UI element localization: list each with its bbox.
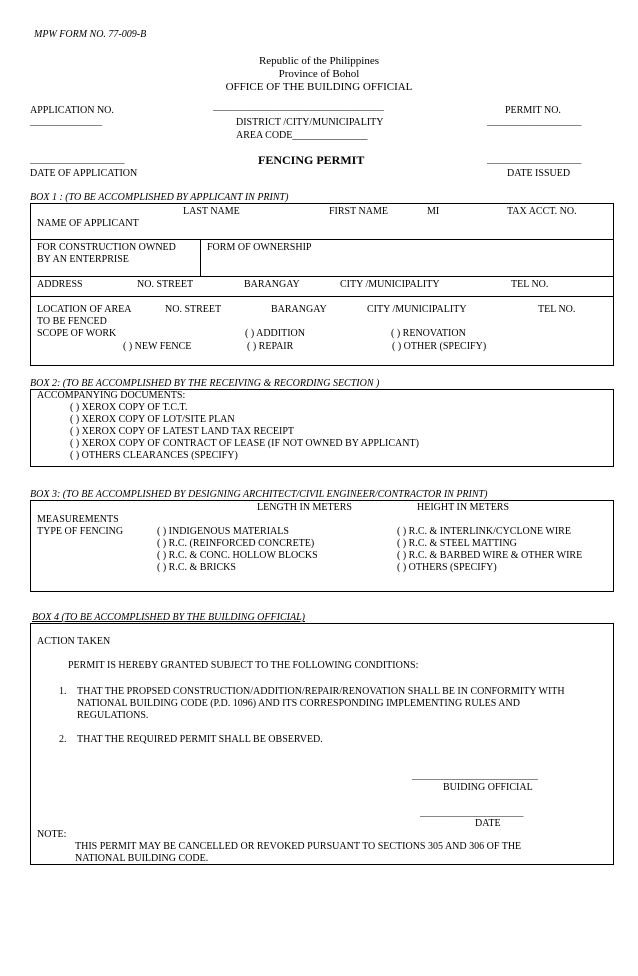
signature-line[interactable]: ____________________________ — [412, 771, 538, 781]
location-label: LOCATION OF AREA — [37, 304, 132, 315]
divider — [200, 239, 201, 276]
address-tel-label: TEL NO. — [511, 279, 549, 290]
date-application-field[interactable]: _____________________ — [30, 155, 125, 165]
district-label: DISTRICT /CITY/MUNICIPALITY — [236, 117, 384, 128]
first-name-label: FIRST NAME — [329, 206, 388, 217]
date-label: DATE — [475, 818, 501, 829]
box3-heading: BOX 3: (TO BE ACCOMPLISHED BY DESIGNING ARCHITECT/CIVIL ENGINEER/CONTRACTOR IN PRINT) — [30, 489, 488, 500]
condition2-text: THAT THE REQUIRED PERMIT SHALL BE OBSERVED. — [77, 734, 323, 745]
fence-cyclone-wire-checkbox[interactable]: ( ) R.C. & INTERLINK/CYCLONE WIRE — [397, 526, 571, 537]
fence-barbed-wire-checkbox[interactable]: ( ) R.C. & BARBED WIRE & OTHER WIRE — [397, 550, 583, 561]
header-republic: Republic of the Philippines — [258, 55, 380, 67]
scope-other-checkbox[interactable]: ( ) OTHER (SPECIFY) — [392, 341, 487, 352]
doc-lease-checkbox[interactable]: ( ) XEROX COPY OF CONTRACT OF LEASE (IF NOT OWNED BY APPLICANT) — [70, 438, 419, 449]
fence-others-checkbox[interactable]: ( ) OTHERS (SPECIFY) — [397, 562, 497, 573]
to-be-fenced-label: TO BE FENCED — [37, 316, 107, 327]
condition1-line1: THAT THE PROPSED CONSTRUCTION/ADDITION/REPAIR/RENOVATION SHALL BE IN CONFORMITY WITH — [77, 686, 565, 697]
scope-new-fence-checkbox[interactable]: ( ) NEW FENCE — [123, 341, 192, 352]
header-province: Province of Bohol — [278, 68, 360, 80]
doc-tct-checkbox[interactable]: ( ) XEROX COPY OF T.C.T. — [70, 402, 188, 413]
note-line2: NATIONAL BUILDING CODE. — [75, 853, 209, 864]
note-label: NOTE: — [37, 829, 67, 840]
address-street-label: NO. STREET — [137, 279, 194, 290]
divider — [30, 296, 614, 297]
doc-others-checkbox[interactable]: ( ) OTHERS CLEARANCES (SPECIFY) — [70, 450, 238, 461]
doc-land-tax-checkbox[interactable]: ( ) XEROX COPY OF LATEST LAND TAX RECEIPT — [70, 426, 295, 437]
box2-heading: BOX 2: (TO BE ACCOMPLISHED BY THE RECEIVING & RECORDING SECTION ) — [30, 378, 380, 389]
accompanying-label: ACCOMPANYING DOCUMENTS: — [37, 390, 186, 401]
form-title: FENCING PERMIT — [258, 153, 365, 167]
location-city-label: CITY /MUNICIPALITY — [367, 304, 467, 315]
form-number: MPW FORM NO. 77-009-B — [34, 29, 147, 40]
fence-hollow-blocks-checkbox[interactable]: ( ) R.C. & CONC. HOLLOW BLOCKS — [157, 550, 318, 561]
date-issued-field[interactable]: _____________________ — [487, 155, 582, 165]
address-city-label: CITY /MUNICIPALITY — [340, 279, 440, 290]
area-code-field[interactable]: AREA CODE_______________ — [236, 130, 368, 141]
condition2-number: 2. — [59, 734, 67, 745]
box1-heading: BOX 1 : (TO BE ACCOMPLISHED BY APPLICANT IN PRINT) — [30, 192, 289, 203]
district-blank[interactable]: ______________________________________ — [213, 102, 384, 112]
note-line1: THIS PERMIT MAY BE CANCELLED OR REVOKED PURSUANT TO SECTIONS 305 AND 306 OF THE — [75, 841, 522, 852]
form-ownership-label: FORM OF OWNERSHIP — [207, 242, 312, 253]
box4-heading: BOX 4 (TO BE ACCOMPLISHED BY THE BUILDING OFFICIAL) — [32, 612, 305, 623]
date-application-label: DATE OF APPLICATION — [30, 168, 138, 179]
condition1-line3: REGULATIONS. — [77, 710, 149, 721]
permit-no-field[interactable]: _____________________ — [487, 117, 582, 127]
location-tel-label: TEL NO. — [538, 304, 576, 315]
by-enterprise-label: BY AN ENTERPRISE — [37, 254, 129, 265]
scope-repair-checkbox[interactable]: ( ) REPAIR — [247, 341, 294, 352]
application-no-label: APPLICATION NO. — [30, 105, 114, 116]
type-fencing-label: TYPE OF FENCING — [37, 526, 124, 537]
location-barangay-label: BARANGAY — [271, 304, 327, 315]
granted-text: PERMIT IS HEREBY GRANTED SUBJECT TO THE FOLLOWING CONDITIONS: — [68, 660, 419, 671]
address-barangay-label: BARANGAY — [244, 279, 300, 290]
fence-rc-checkbox[interactable]: ( ) R.C. (REINFORCED CONCRETE) — [157, 538, 315, 549]
construction-owned-label: FOR CONSTRUCTION OWNED — [37, 242, 176, 253]
measurements-label: MEASUREMENTS — [37, 514, 119, 525]
fence-steel-matting-checkbox[interactable]: ( ) R.C. & STEEL MATTING — [397, 538, 517, 549]
scope-addition-checkbox[interactable]: ( ) ADDITION — [245, 328, 305, 339]
condition1-number: 1. — [59, 686, 67, 697]
length-label: LENGTH IN METERS — [257, 502, 352, 513]
tax-acct-label: TAX ACCT. NO. — [507, 206, 577, 217]
name-applicant-label: NAME OF APPLICANT — [37, 218, 139, 229]
fence-indigenous-checkbox[interactable]: ( ) INDIGENOUS MATERIALS — [157, 526, 289, 537]
address-label: ADDRESS — [37, 279, 83, 290]
building-official-label: BUIDING OFFICIAL — [443, 782, 533, 793]
application-no-field[interactable]: ________________ — [30, 117, 102, 127]
header-office: OFFICE OF THE BUILDING OFFICIAL — [225, 81, 413, 93]
divider — [30, 239, 614, 240]
date-line[interactable]: _______________________ — [420, 808, 524, 818]
last-name-label: LAST NAME — [183, 206, 240, 217]
scope-renovation-checkbox[interactable]: ( ) RENOVATION — [391, 328, 466, 339]
location-street-label: NO. STREET — [165, 304, 222, 315]
date-issued-label: DATE ISSUED — [507, 168, 571, 179]
permit-no-label: PERMIT NO. — [505, 105, 561, 116]
fence-bricks-checkbox[interactable]: ( ) R.C. & BRICKS — [157, 562, 236, 573]
doc-lot-plan-checkbox[interactable]: ( ) XEROX COPY OF LOT/SITE PLAN — [70, 414, 235, 425]
divider — [30, 276, 614, 277]
mi-label: MI — [427, 206, 440, 217]
scope-of-work-label: SCOPE OF WORK — [37, 328, 117, 339]
condition1-line2: NATIONAL BUILDING CODE (P.D. 1096) AND ITS CORRESPONDING IMPLEMENTING RULES AND — [77, 698, 520, 709]
action-taken-label: ACTION TAKEN — [37, 636, 111, 647]
height-label: HEIGHT IN METERS — [417, 502, 510, 513]
